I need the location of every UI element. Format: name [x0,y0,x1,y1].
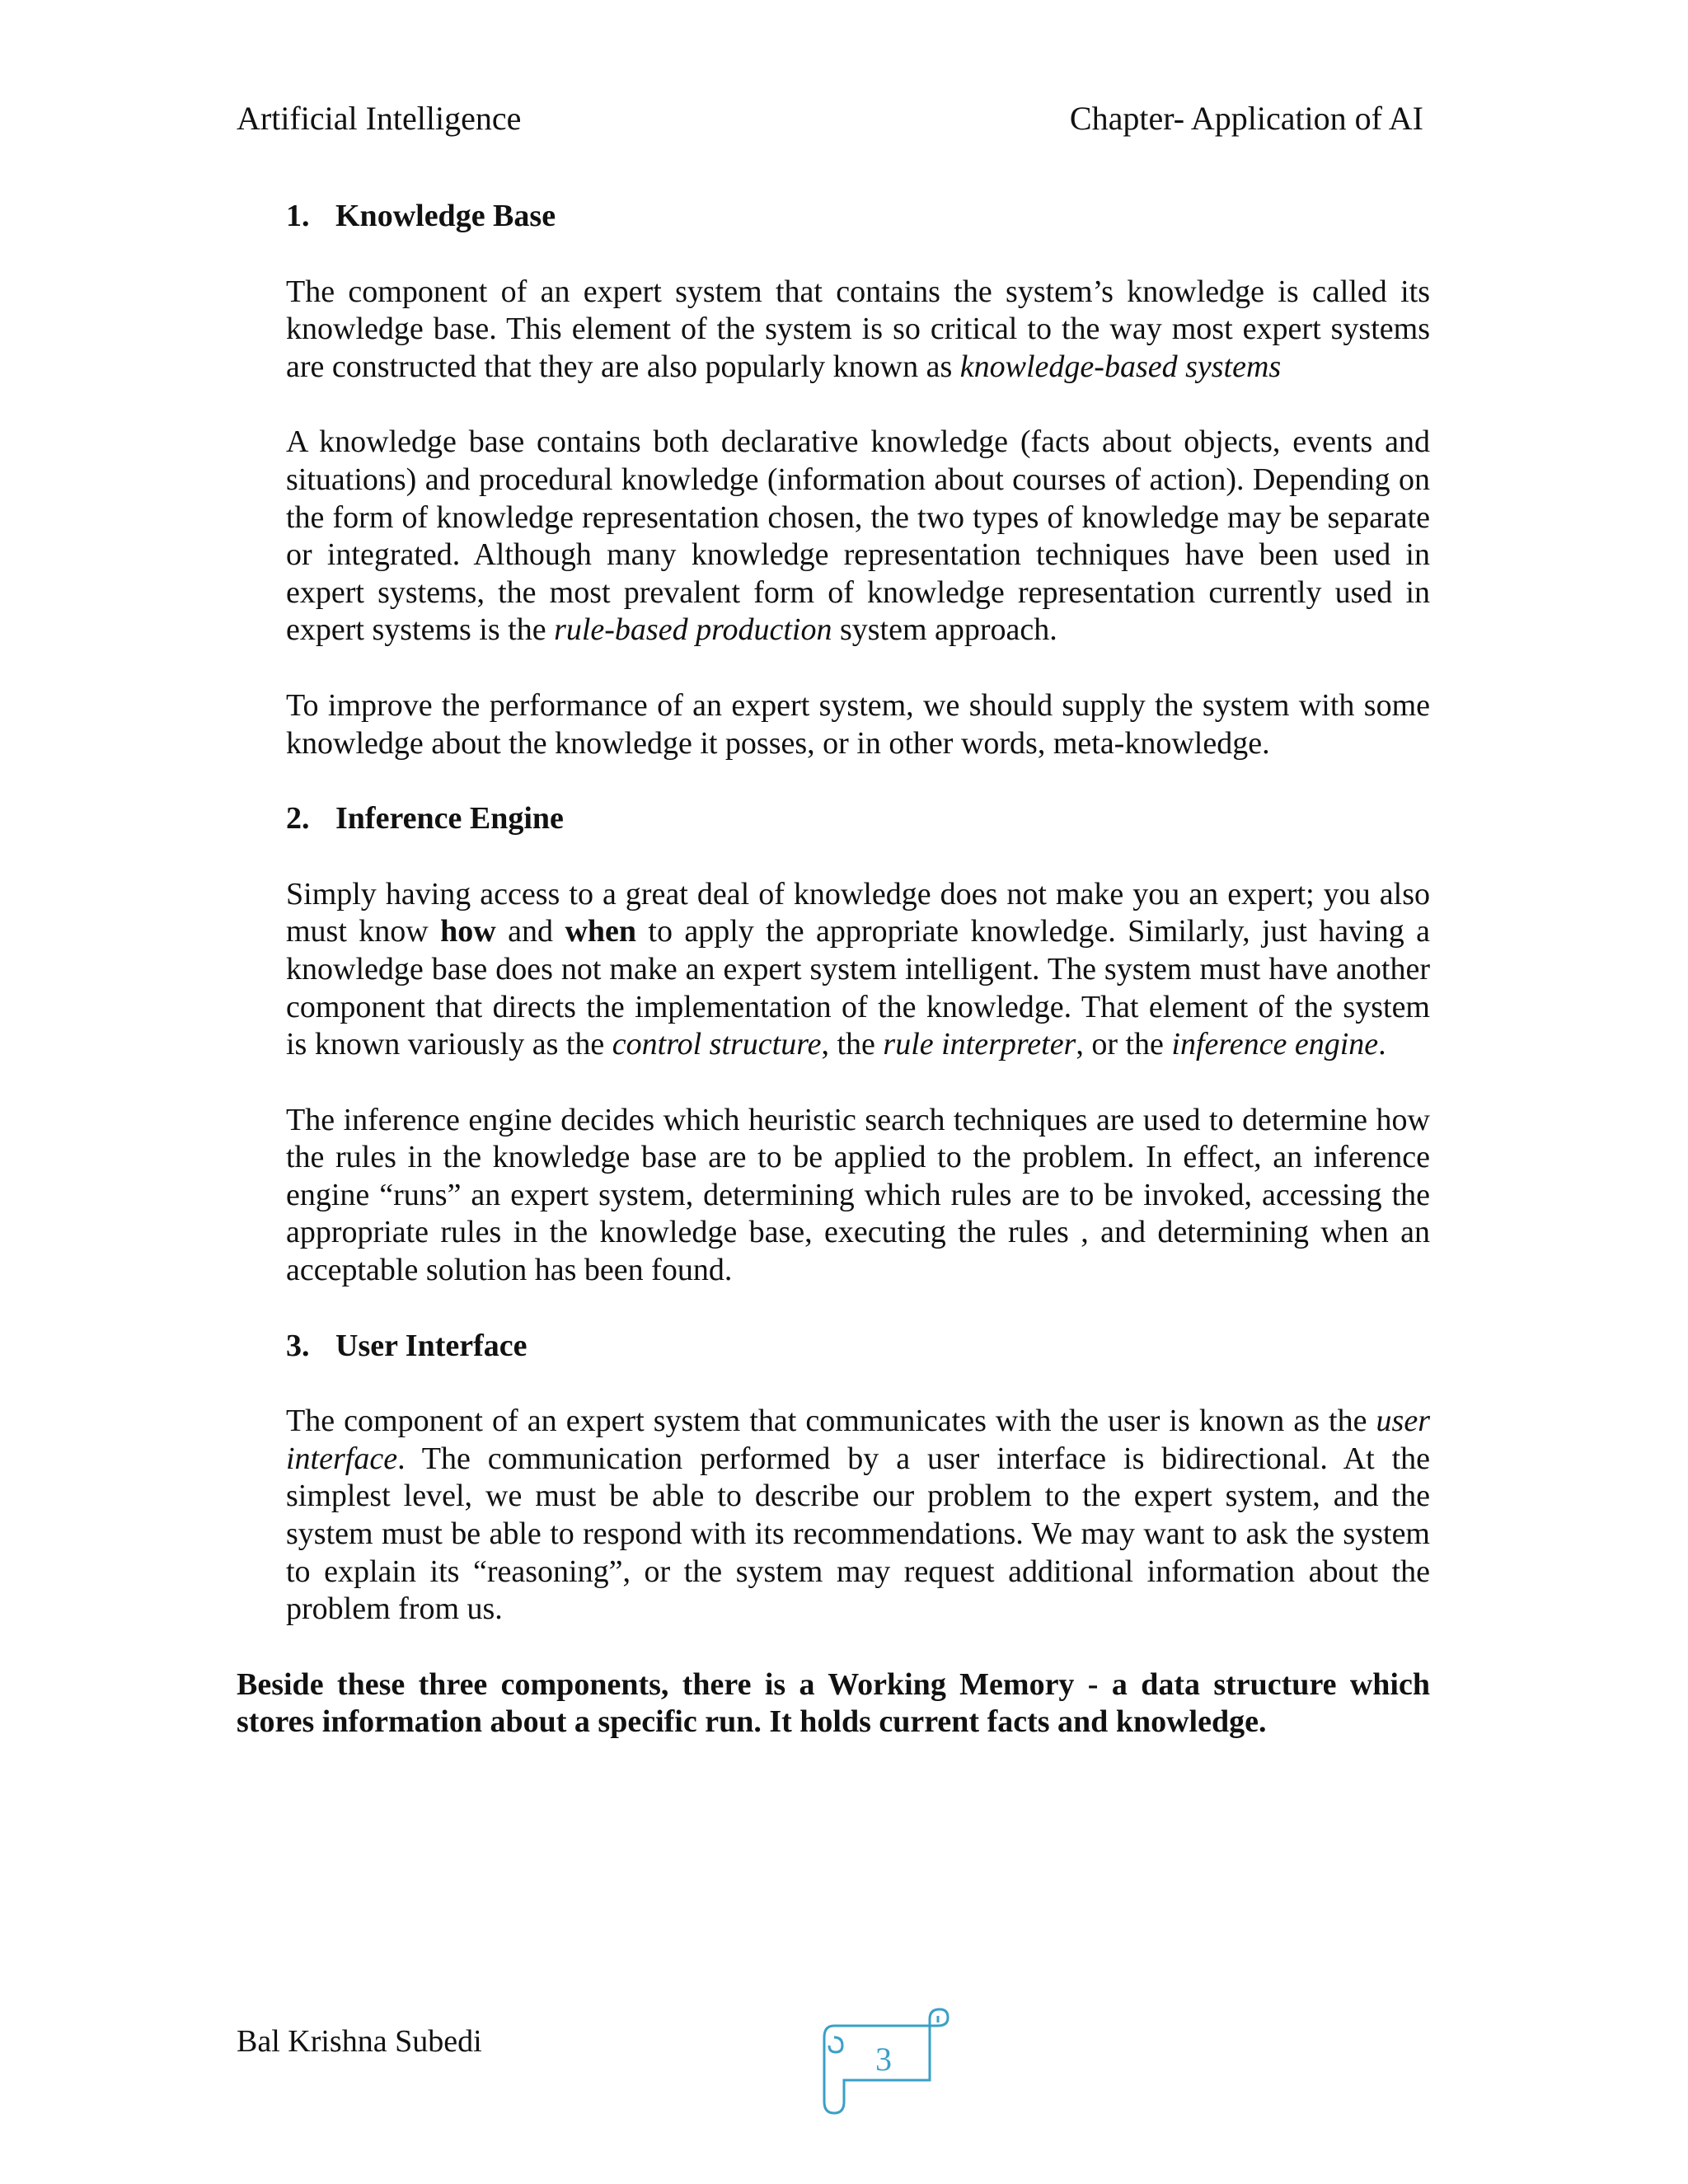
emphasis-text: user interface [286,1404,1430,1476]
paragraph [286,876,1430,1064]
emphasis-text: rule interpreter [883,1027,1076,1062]
section-title: Inference Engine [335,801,564,837]
paragraph [286,274,1430,387]
footer-author: Bal Krishna Subedi [237,2024,482,2059]
section-title: User Interface [335,1328,528,1363]
text-run: To improve the performance of an expert system, we should supply the system with some knowledge about the knowledge it posses, or in other words, meta-knowledge. [286,687,1430,761]
emphasis-text: control structure [612,1027,822,1062]
emphasis-text: inference engine [1171,1027,1379,1062]
text-run: Simply having access to a great deal of knowledge does not make you an expert; you also must know [286,876,1430,949]
paragraph [286,1403,1430,1629]
section-heading-user-interface [237,1328,1430,1366]
paragraph [286,424,1430,649]
emphasis-text: rule-based production [554,612,832,648]
text-run: and [495,914,565,949]
page-header [237,97,1423,140]
text-run: A knowledge base contains both declarative knowledge (facts about objects, events and situations) and procedural knowledge (information about courses of action). Depending on the form of knowledge representation chosen, the two types of knowledge may be separate or integrated. Although many knowledge representation techniques have been used in expert systems, the most prevalent form of knowledge representation currently used in expert systems is the [286,424,1430,648]
text-run: The component of an expert system that communicates with the user is known as the [286,1404,1376,1439]
section-number: 1. [286,199,310,233]
text-run: The inference engine decides which heuristic search techniques are used to determine how the rules in the knowledge base are to be applied to the problem. In effect, an inference engine “runs” an expert system, determining which rules are to be invoked, accessing the appropriate rules in the knowledge base, executing the rules , and determining when an acceptable solution has been found. [286,1102,1430,1288]
text-run: system approach. [832,612,1057,648]
text-run: . [1378,1027,1386,1062]
bold-text: how [440,914,496,949]
paragraph [286,687,1430,762]
text-run: , the [821,1027,884,1062]
header-chapter: Chapter- Application of AI [1069,100,1423,137]
bold-text: when [565,914,637,949]
section-number: 2. [286,801,310,837]
page-number: 3 [875,2041,892,2078]
section-heading-inference-engine [237,800,1430,838]
text-run: The component of an expert system that contains the system’s knowledge is called its knowledge base. This element of the system is so critical to the way most expert systems are constructed that they are also popularly known as [286,274,1430,384]
closing-note: Beside these three components, there is a Working Memory - a data structure which stores information about a specific run. It holds current facts and knowledge. [237,1666,1430,1740]
paragraph [286,1102,1430,1290]
text-run: to apply the appropriate knowledge. Similarly, just having a knowledge base does not make an expert system intelligent. The system must have another component that directs the implementation of the knowledge. That element of the system is known variously as the [286,914,1430,1062]
emphasis-text: knowledge-based systems [959,349,1282,384]
section-heading-knowledge-base [237,198,1430,236]
section-number: 3. [286,1328,310,1363]
page-content [237,198,1430,1779]
text-run: , or the [1076,1027,1172,1062]
header-title: Artificial Intelligence [237,100,522,137]
section-title: Knowledge Base [335,199,556,233]
text-run: . The communication performed by a user interface is bidirectional. At the simplest level, we must be able to describe our problem to the expert system, and the system must be able to respond with its recommendations. We may want to ask the system to explain its “reasoning”, or the system may request additional information about the problem from us. [286,1441,1430,1627]
